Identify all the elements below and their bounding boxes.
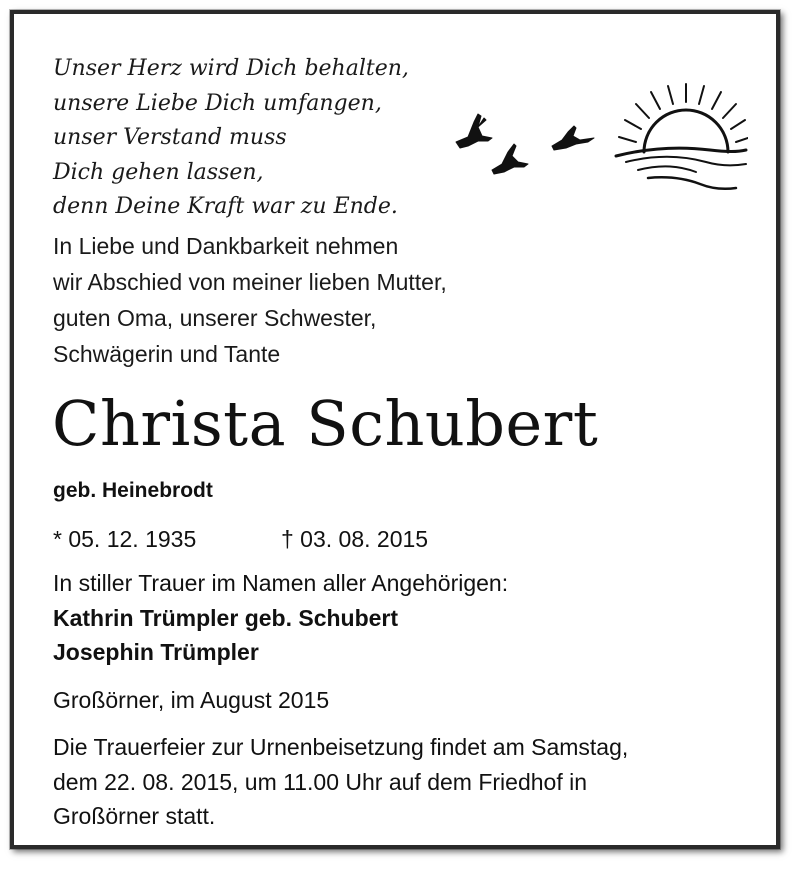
death-date: † 03. 08. 2015 [281, 526, 429, 552]
intro-text [53, 228, 447, 372]
poem-line: Unser Herz wird Dich behalten, [53, 56, 409, 81]
mourners-block [53, 566, 508, 670]
bird-icon [456, 114, 492, 148]
intro-line: In Liebe und Dankbarkeit nehmen [53, 233, 399, 259]
poem [53, 52, 409, 225]
poem-line: denn Deine Kraft war zu Ende. [53, 194, 398, 219]
bird-icon [552, 126, 594, 150]
mourner-name: Kathrin Trümpler geb. Schubert [53, 604, 399, 631]
funeral-line: dem 22. 08. 2015, um 11.00 Uhr auf dem Friedhof in [53, 768, 587, 795]
poem-line: Dich gehen lassen, [53, 159, 264, 185]
intro-line: wir Abschied von meiner lieben Mutter, [53, 269, 447, 295]
life-dates [53, 522, 428, 556]
birth-date: * 05. 12. 1935 [53, 526, 197, 552]
poem-line: unsere Liebe Dich umfangen, [53, 90, 382, 116]
poem-line: unser Verstand muss [53, 125, 287, 150]
intro-line: Schwägerin und Tante [53, 341, 281, 367]
mourners-intro: In stiller Trauer im Namen aller Angehörigen: [53, 570, 509, 596]
funeral-line: Die Trauerfeier zur Urnenbeisetzung findet am Samstag, [53, 734, 629, 760]
bird-icon [492, 144, 528, 174]
funeral-line: Großörner statt. [53, 803, 216, 829]
place-and-date: Großörner, im August 2015 [53, 687, 330, 713]
sun-over-hills-icon [616, 84, 748, 189]
maiden-name: geb. Heinebrodt [53, 479, 213, 502]
intro-line: guten Oma, unserer Schwester, [53, 305, 377, 331]
deceased-name: Christa Schubert [52, 387, 599, 460]
birds-and-sunset-illustration [448, 80, 748, 192]
mourner-name: Josephin Trümpler [53, 639, 259, 665]
funeral-notice [53, 730, 628, 834]
